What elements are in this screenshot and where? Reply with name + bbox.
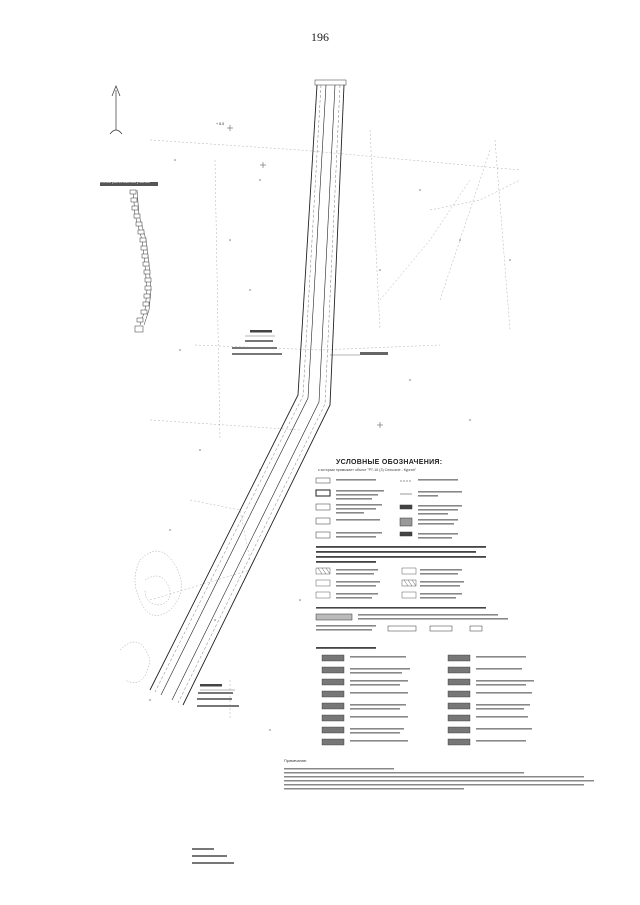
terrain-contours (120, 551, 181, 682)
notes-title: Примечание: (284, 759, 308, 763)
road-corridor (150, 85, 344, 705)
road-start-label (315, 80, 346, 85)
legend-title: УСЛОВНЫЕ ОБОЗНАЧЕНИЯ: (336, 459, 443, 466)
strip-label: Схема расположения участка (100, 180, 150, 184)
legend-subtitle: к которым примыкает объект "РТ-16 (3) Сельское - Курган" (318, 468, 417, 472)
page-number: 196 (311, 30, 329, 44)
legend-block (284, 478, 594, 790)
survey-points (149, 159, 511, 731)
cadastral-strip (130, 190, 151, 332)
grid-note: + 8.5 (216, 122, 225, 126)
north-arrow (110, 86, 122, 134)
